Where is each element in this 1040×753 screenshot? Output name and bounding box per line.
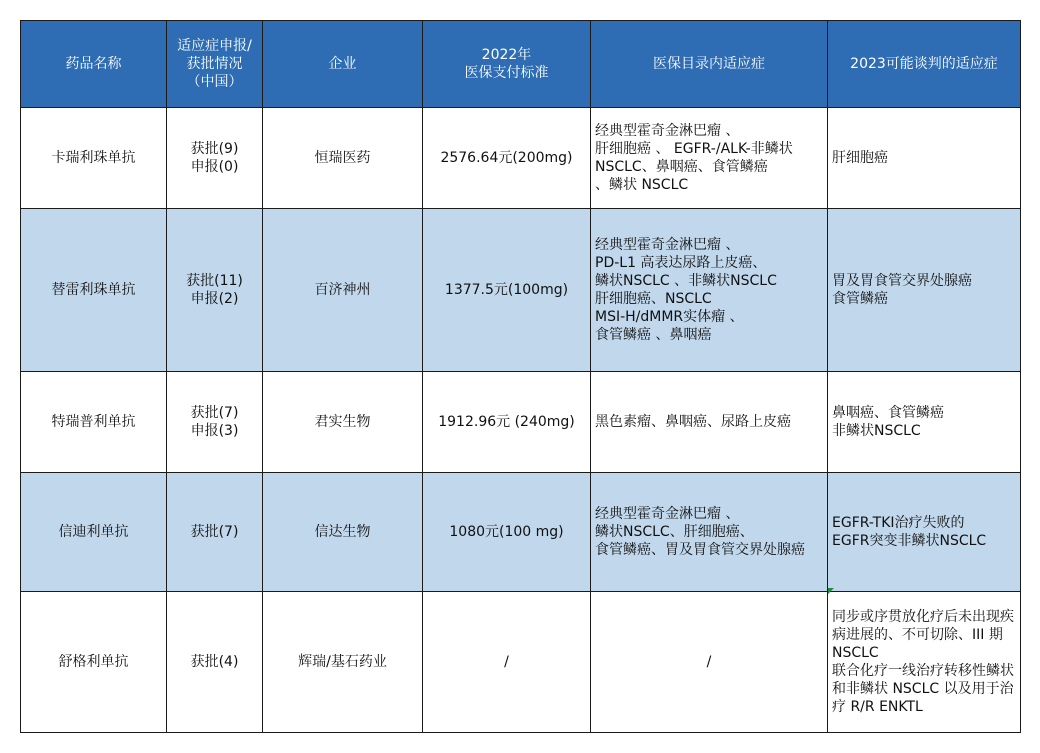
cell-payment-standard: 2576.64元(200mg) xyxy=(423,108,591,209)
table-row xyxy=(21,473,1021,592)
cell-insured-indications: 经典型霍奇金淋巴瘤 、 肝细胞癌 、 EGFR-/ALK-非鳞状NSCLC、鼻咽癌、食管鳞癌 、鳞状 NSCLC xyxy=(591,108,828,209)
cell-approval-status: 获批(7) 申报(3) xyxy=(167,372,263,473)
cell-negotiable-2023: 同步或序贯放化疗后未出现疾病进展的、不可切除、III 期 NSCLC 联合化疗一线治疗转移性鳞状和非鳞状 NSCLC 以及用于治疗 R/R ENKTL xyxy=(828,592,1021,733)
table-row xyxy=(21,108,1021,209)
header-drug-name: 药品名称 xyxy=(21,21,167,108)
cell-company: 辉瑞/基石药业 xyxy=(263,592,423,733)
cell-negotiable-2023: 胃及胃食管交界处腺癌 食管鳞癌 xyxy=(828,209,1021,372)
table-row xyxy=(21,592,1021,733)
cell-payment-standard: 1080元(100 mg) xyxy=(423,473,591,592)
header-approval-status: 适应症申报/ 获批情况 （中国） xyxy=(167,21,263,108)
cell-company: 百济神州 xyxy=(263,209,423,372)
header-row xyxy=(21,21,1021,108)
cell-approval-status: 获批(7) xyxy=(167,473,263,592)
cell-drug-name: 卡瑞利珠单抗 xyxy=(21,108,167,209)
cell-payment-standard: / xyxy=(423,592,591,733)
cell-company: 恒瑞医药 xyxy=(263,108,423,209)
cell-company: 君实生物 xyxy=(263,372,423,473)
cell-drug-name: 舒格利单抗 xyxy=(21,592,167,733)
cell-company: 信达生物 xyxy=(263,473,423,592)
table-row xyxy=(21,209,1021,372)
cell-approval-status: 获批(4) xyxy=(167,592,263,733)
header-negotiable-2023: 2023可能谈判的适应症 xyxy=(828,21,1021,108)
header-payment-standard: 2022年 医保支付标准 xyxy=(423,21,591,108)
cell-approval-status: 获批(9) 申报(0) xyxy=(167,108,263,209)
cell-insured-indications: 经典型霍奇金淋巴瘤 、 PD-L1 高表达尿路上皮癌、 鳞状NSCLC 、非鳞状NSCLC 肝细胞癌、NSCLC MSI-H/dMMR实体瘤 、 食管鳞癌 、鼻咽癌 xyxy=(591,209,828,372)
cell-negotiable-2023: 肝细胞癌 xyxy=(828,108,1021,209)
cell-comment-marker xyxy=(828,588,834,594)
header-insured-indications: 医保目录内适应症 xyxy=(591,21,828,108)
cell-drug-name: 信迪利单抗 xyxy=(21,473,167,592)
table-header xyxy=(21,21,1021,108)
cell-negotiable-2023: EGFR-TKI治疗失败的 EGFR突变非鳞状NSCLC xyxy=(828,473,1021,592)
cell-approval-status: 获批(11) 申报(2) xyxy=(167,209,263,372)
cell-drug-name: 替雷利珠单抗 xyxy=(21,209,167,372)
cell-insured-indications: 黑色素瘤、鼻咽癌、尿路上皮癌 xyxy=(591,372,828,473)
cell-insured-indications: 经典型霍奇金淋巴瘤 、 鳞状NSCLC、肝细胞癌、 食管鳞癌、胃及胃食管交界处腺癌 xyxy=(591,473,828,592)
cell-negotiable-2023: 鼻咽癌、食管鳞癌 非鳞状NSCLC xyxy=(828,372,1021,473)
table-row xyxy=(21,372,1021,473)
cell-insured-indications: / xyxy=(591,592,828,733)
cell-drug-name: 特瑞普利单抗 xyxy=(21,372,167,473)
cell-payment-standard: 1377.5元(100mg) xyxy=(423,209,591,372)
drug-comparison-table xyxy=(20,20,1021,733)
header-company: 企业 xyxy=(263,21,423,108)
cell-payment-standard: 1912.96元 (240mg) xyxy=(423,372,591,473)
